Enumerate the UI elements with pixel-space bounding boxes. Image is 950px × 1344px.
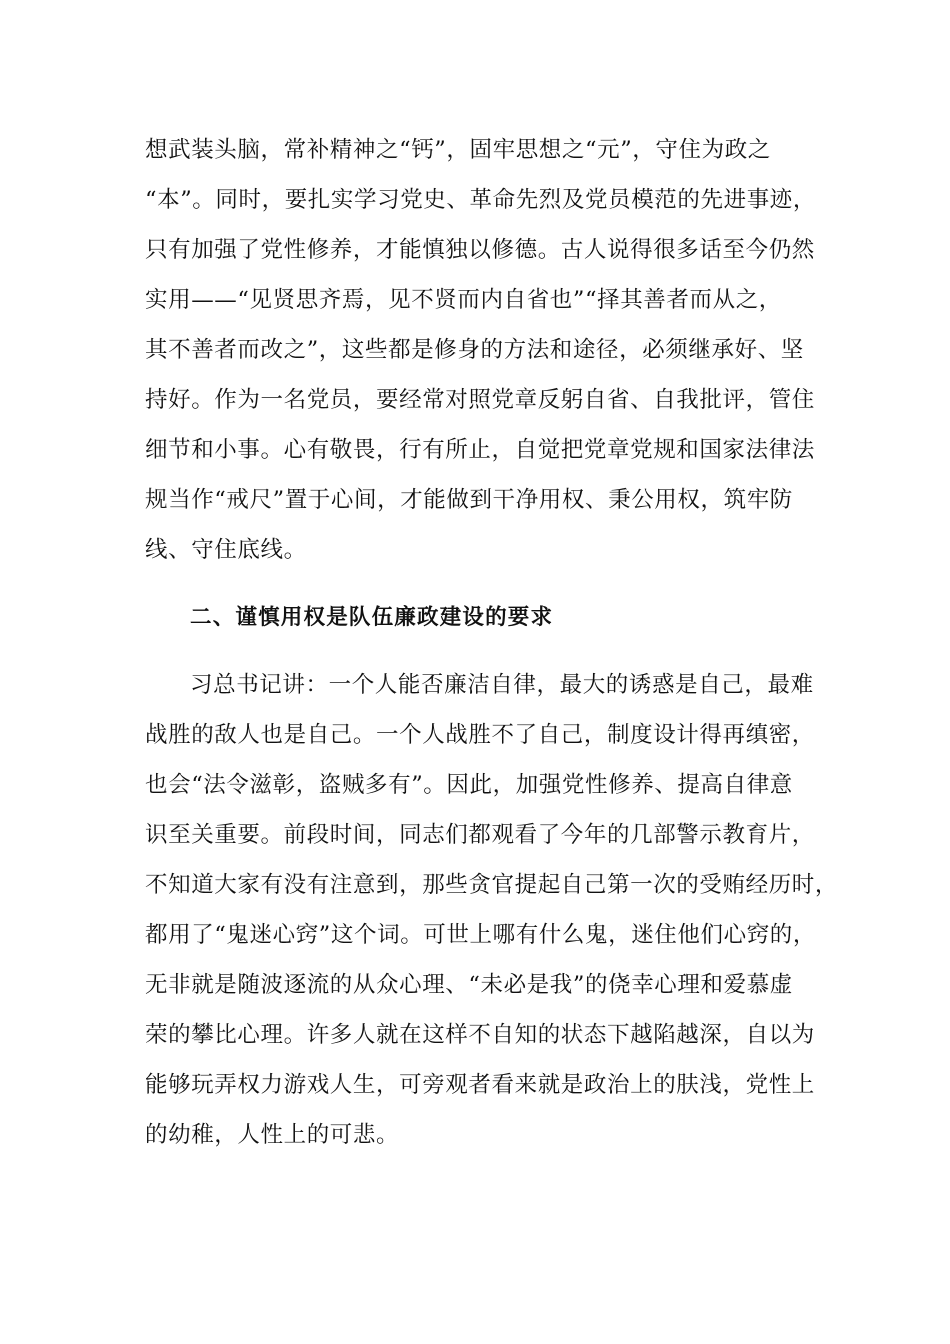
paragraph-line: 无非就是随波逐流的从众心理、“未必是我”的侥幸心理和爱慕虚 <box>145 972 793 998</box>
section-heading: 二、谨慎用权是队伍廉政建设的要求 <box>190 605 554 630</box>
paragraph-line: 能够玩弄权力游戏人生，可旁观者看来就是政治上的肤浅，党性上 <box>145 1072 815 1098</box>
paragraph-line: 不知道大家有没有注意到，那些贪官提起自己第一次的受贿经历时， <box>145 872 839 898</box>
paragraph-line: 荣的攀比心理。许多人就在这样不自知的状态下越陷越深，自以为 <box>145 1022 815 1048</box>
paragraph-line: 也会“法令滋彰，盗贼多有”。因此，加强党性修养、提高自律意 <box>145 772 793 798</box>
paragraph-line: 识至关重要。前段时间，同志们都观看了今年的几部警示教育片， <box>145 822 815 848</box>
paragraph-line: 实用——“见贤思齐焉，见不贤而内自省也”“择其善者而从之， <box>145 287 782 313</box>
paragraph-line: 的幼稚，人性上的可悲。 <box>145 1122 400 1148</box>
paragraph-line: 习总书记讲：一个人能否廉洁自律，最大的诱惑是自己，最难 <box>190 672 814 698</box>
paragraph-line: 线、守住底线。 <box>145 537 307 563</box>
paragraph-line: “本”。同时，要扎实学习党史、革命先烈及党员模范的先进事迹， <box>145 187 817 213</box>
paragraph-line: 只有加强了党性修养，才能慎独以修德。古人说得很多话至今仍然 <box>145 237 815 263</box>
paragraph-line: 战胜的敌人也是自己。一个人战胜不了自己，制度设计得再缜密， <box>145 722 815 748</box>
paragraph-line: 细节和小事。心有敬畏，行有所止，自觉把党章党规和国家法律法 <box>145 437 815 463</box>
paragraph-line: 想武装头脑，常补精神之“钙”，固牢思想之“元”，守住为政之 <box>145 137 771 163</box>
paragraph-line: 规当作“戒尺”置于心间，才能做到干净用权、秉公用权，筑牢防 <box>145 487 793 513</box>
paragraph-line: 都用了“鬼迷心窍”这个词。可世上哪有什么鬼，迷住他们心窍的， <box>145 922 817 948</box>
paragraph-line: 持好。作为一名党员，要经常对照党章反躬自省、自我批评，管住 <box>145 387 815 413</box>
paragraph-line: 其不善者而改之”，这些都是修身的方法和途径，必须继承好、坚 <box>145 337 804 363</box>
